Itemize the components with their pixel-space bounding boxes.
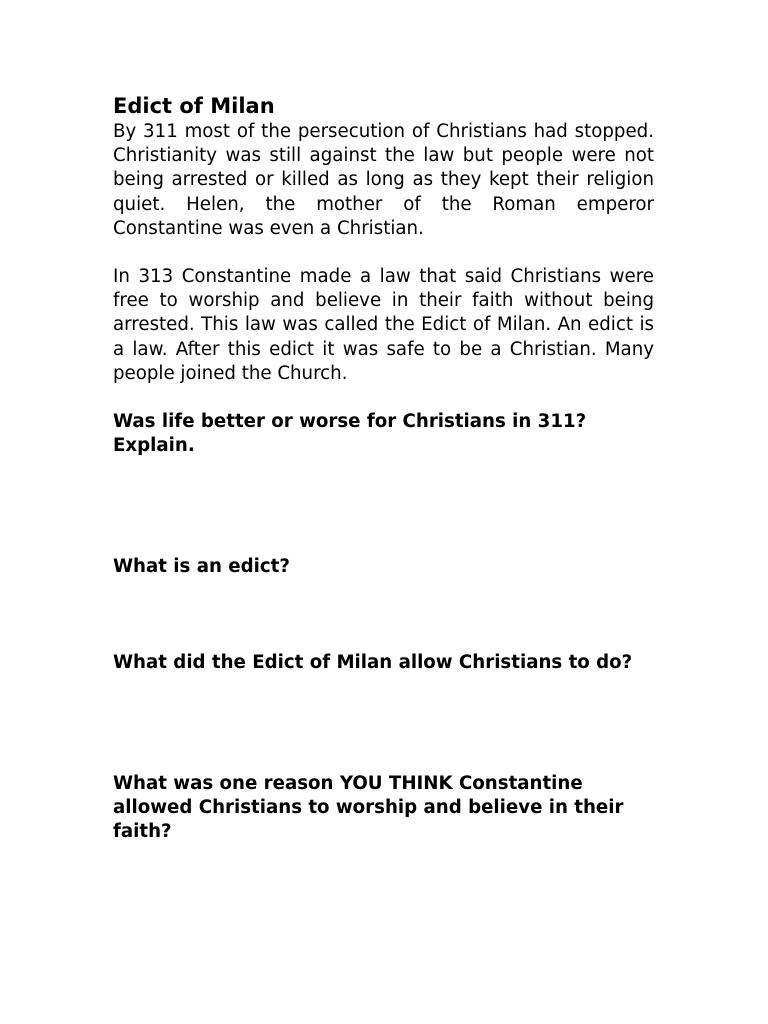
document-title: Edict of Milan — [113, 94, 275, 118]
paragraph-persecution: By 311 most of the persecution of Christians had stopped. Christianity was still against the law but people were not being arrested or killed as long as they kept their religion quiet. Helen, the mother of the Roman emperor Constantine was even a Christian. — [113, 121, 654, 239]
question-what-is-edict: What is an edict? — [113, 555, 290, 577]
worksheet-page — [113, 92, 654, 845]
question-reason-constantine: What was one reason YOU THINK Constantine allowed Christians to worship and believe in their faith? — [113, 772, 624, 843]
question-edict-allowed: What did the Edict of Milan allow Christians to do? — [113, 652, 633, 674]
paragraph-edict: In 313 Constantine made a law that said Christians were free to worship and believe in their faith without being arrested. This law was called the Edict of Milan. An edict is a law. After this edict it was safe to be a Christian. Many people joined the Church. — [113, 266, 654, 384]
question-life-in-311: Was life better or worse for Christians in 311? Explain. — [113, 411, 587, 457]
